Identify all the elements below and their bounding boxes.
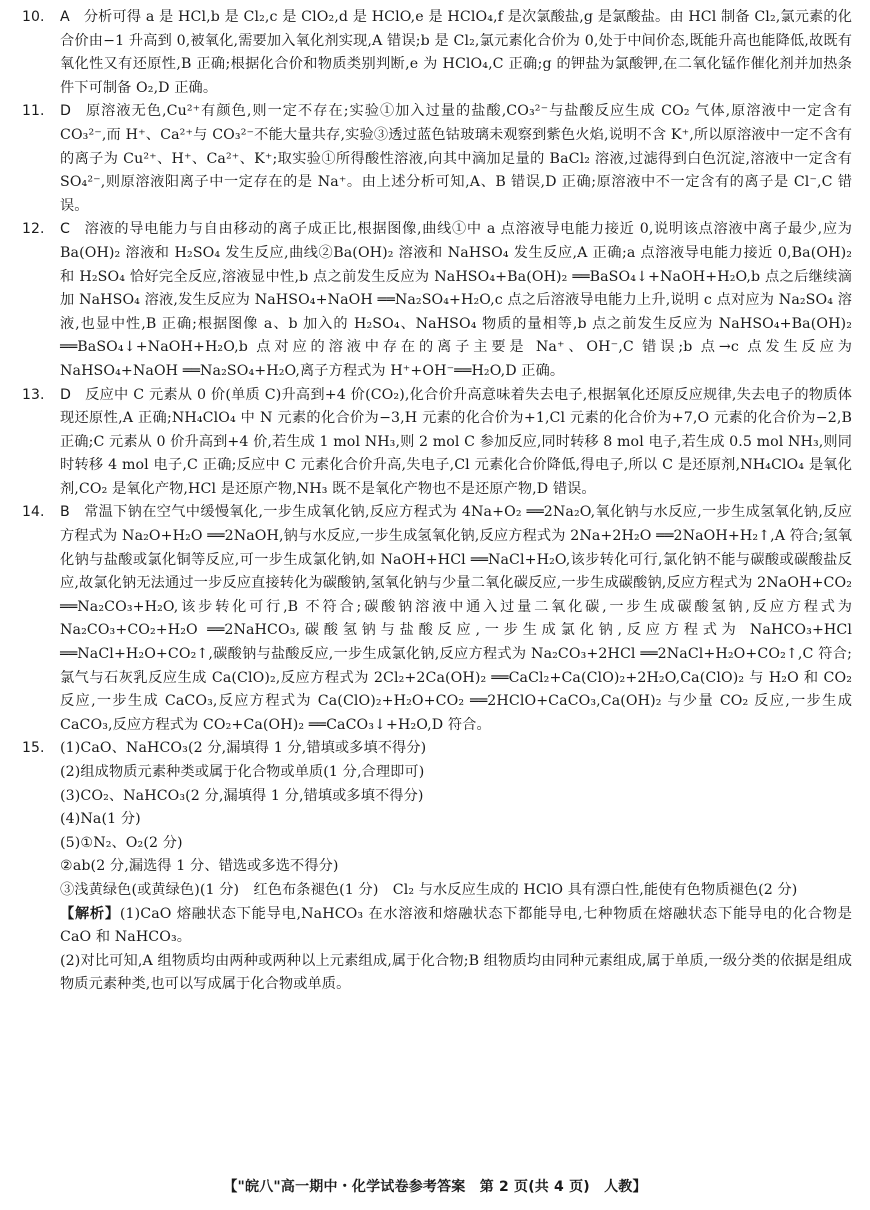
item-explanation: 原溶液无色,Cu²⁺有颜色,则一定不存在;实验①加入过量的盐酸,CO₃²⁻与盐酸反应生成 CO₂ 气体,原溶液中一定含有 CO₃²⁻,而 H⁺、Ca²⁺与 CO₃²⁻不能大量共存,实验③透过蓝色钴玻璃未观察到紫色火焰,说明不含 K⁺,所以原溶液中一定不含有的离子为 Cu²⁺、H⁺、Ca²⁺、K⁺;取实验①所得酸性溶液,向其中滴加足量的 BaCl₂ 溶液,过滤得到白色沉淀,溶液中一定含有 SO₄²⁻,则原溶液阳离子中一定存在的是 Na⁺。由上述分析可知,A、B 错误,D 正确;原溶液中不一定含有的离子是 Cl⁻,C 错误。 [60, 103, 852, 214]
item-number: 12. [22, 221, 45, 238]
analysis-paragraph-2: (2)对比可知,A 组物质均由两种或两种以上元素组成,属于化合物;B 组物质均由同种元素组成,属于单质,一级分类的依据是组成物质元素种类,也可以写成属于化合物或单质。 [60, 952, 852, 993]
sub-answer-1: (1)CaO、NaHCO₃(2 分,漏填得 1 分,错填或多填不得分) [60, 740, 427, 757]
item-explanation: 反应中 C 元素从 0 价(单质 C)升高到+4 价(CO₂),化合价升高意味着失去电子,根据氧化还原反应规律,失去电子的物质体现还原性,A 正确;NH₄ClO₄ 中 N 元素的化合价为−3,H 元素的化合价为+1,Cl 元素的化合价为+7,O 元素的化合价为−2,B 正确;C 元素从 0 价升高到+4 价,若生成 1 mol NH₃,则 2 mol C 参加反应,同时转移 8 mol 电子,若生成 0.5 mol NH₃,则同时转移 4 mol 电子,C 正确;反应中 C 元素化合价升高,失电子,Cl 元素化合价降低,得电子,所以 C 是还原剂,NH₄ClO₄ 是氧化剂,CO₂ 是氧化产物,HCl 是还原产物,NH₃ 既不是氧化产物也不是还原产物,D 错误。 [60, 386, 852, 497]
item-answer: B [60, 504, 70, 521]
answer-item-14 [22, 501, 852, 737]
item-number: 14. [22, 504, 45, 521]
answer-item-13 [22, 384, 852, 502]
page-footer: 【"皖八"高一期中・化学试卷参考答案 第 2 页(共 4 页) 人教】 [223, 1179, 647, 1195]
answer-item-15 [22, 737, 852, 761]
answer-item-15-subparts [22, 761, 852, 903]
item-number: 15. [22, 740, 45, 757]
item-number: 10. [22, 9, 45, 25]
item-number: 13. [22, 386, 45, 403]
analysis-tag: 【解析】 [60, 905, 120, 922]
analysis-section [22, 903, 852, 997]
item-answer: D [60, 386, 72, 403]
sub-answer-4: (4)Na(1 分) [60, 811, 141, 828]
item-answer: C [60, 221, 71, 238]
analysis-text: (1)CaO 熔融状态下能导电,NaHCO₃ 在水溶液和熔融状态下都能导电,七种物质在熔融状态下能导电的化合物是 CaO 和 NaHCO₃。 [60, 905, 852, 946]
answer-item-11 [22, 100, 852, 218]
item-answer: D [60, 103, 72, 120]
sub-answer-2: (2)组成物质元素种类或属于化合物或单质(1 分,合理即可) [60, 764, 425, 780]
sub-answer-5-1: (5)①N₂、O₂(2 分) [60, 834, 183, 851]
sub-answer-3: (3)CO₂、NaHCO₃(2 分,漏填得 1 分,错填或多填不得分) [60, 787, 424, 804]
sub-answer-5-3: ③浅黄绿色(或黄绿色)(1 分) 红色布条褪色(1 分) Cl₂ 与水反应生成的 HClO 具有漂白性,能使有色物质褪色(2 分) [60, 881, 798, 898]
item-answer: A [60, 9, 70, 25]
item-explanation: 溶液的导电能力与自由移动的离子成正比,根据图像,曲线①中 a 点溶液导电能力接近 0,说明该点溶液中离子最少,应为 Ba(OH)₂ 溶液和 H₂SO₄ 发生反应,曲线②Ba(OH)₂ 溶液和 NaHSO₄ 发生反应,A 正确;a 点溶液导电能力接近 0,Ba(OH)₂ 和 H₂SO₄ 恰好完全反应,溶液显中性,b 点之前发生反应为 NaHSO₄+Ba(OH)₂ ══BaSO₄↓+NaOH+H₂O,b 点之后继续滴加 NaHSO₄ 溶液,发生反应为 NaHSO₄+NaOH ══Na₂SO₄+H₂O,c 点之后溶液导电能力上升,说明 c 点对应为 Na₂SO₄ 溶液,也显中性,B 正确;根据图像 a、b 加入的 H₂SO₄、NaHSO₄ 物质的量相等,b 点之前发生反应为 NaHSO₄+Ba(OH)₂ ══BaSO₄↓+NaOH+H₂O,b 点对应的溶液中存在的离子主要是 Na⁺、OH⁻,C 错误;b 点→c 点发生反应为 NaHSO₄+NaOH ══Na₂SO₄+H₂O,离子方程式为 H⁺+OH⁻══H₂O,D 正确。 [60, 221, 852, 379]
item-number: 11. [22, 103, 45, 120]
answer-item-10 [22, 6, 852, 100]
analysis-paragraph-1 [60, 903, 852, 950]
page-content [22, 6, 852, 997]
item-explanation: 分析可得 a 是 HCl,b 是 Cl₂,c 是 ClO₂,d 是 HClO,e 是 HClO₄,f 是次氯酸盐,g 是氯酸盐。由 HCl 制备 Cl₂,氯元素的化合价由−1 升高到 0,被氧化,需要加入氧化剂实现,A 错误;b 是 Cl₂,氯元素化合价为 0,处于中间价态,既能升高也能降低,故既有氧化性又有还原性,B 正确;根据化合价和物质类别判断,e 为 HClO₄,C 正确;g 的钾盐为氯酸钾,在二氧化锰作催化剂并加热条件下可制备 O₂,D 正确。 [60, 9, 852, 96]
answer-item-12 [22, 218, 852, 383]
sub-answer-5-2: ②ab(2 分,漏选得 1 分、错选或多选不得分) [60, 858, 339, 875]
item-explanation: 常温下钠在空气中缓慢氧化,一步生成氧化钠,反应方程式为 4Na+O₂ ══2Na₂O,氧化钠与水反应,一步生成氢氧化钠,反应方程式为 Na₂O+H₂O ══2NaOH,钠与水反应,一步生成氢氧化钠,反应方程式为 2Na+2H₂O ══2NaOH+H₂↑,A 符合;氢氧化钠与盐酸或氯化铜等反应,可一步生成氯化钠,如 NaOH+HCl ══NaCl+H₂O,该步转化可行,氯化钠不能与碳酸或碳酸盐反应,故氯化钠无法通过一步反应直接转化为碳酸钠,氢氧化钠与少量二氧化碳反应,一步生成碳酸钠,反应方程式为 2NaOH+CO₂ ══Na₂CO₃+H₂O,该步转化可行,B 不符合;碳酸钠溶液中通入过量二氧化碳,一步生成碳酸氢钠,反应方程式为 Na₂CO₃+CO₂+H₂O ══2NaHCO₃,碳酸氢钠与盐酸反应,一步生成氯化钠,反应方程式为 NaHCO₃+HCl ══NaCl+H₂O+CO₂↑,碳酸钠与盐酸反应,一步生成氯化钠,反应方程式为 Na₂CO₃+2HCl ══2NaCl+H₂O+CO₂↑,C 符合;氯气与石灰乳反应生成 Ca(ClO)₂,反应方程式为 2Cl₂+2Ca(OH)₂ ══CaCl₂+Ca(ClO)₂+2H₂O,Ca(ClO)₂ 与 H₂O 和 CO₂ 反应,一步生成 CaCO₃,反应方程式为 Ca(ClO)₂+H₂O+CO₂ ══2HClO+CaCO₃,Ca(OH)₂ 与少量 CO₂ 反应,一步生成 CaCO₃,反应方程式为 CO₂+Ca(OH)₂ ══CaCO₃↓+H₂O,D 符合。 [60, 504, 852, 733]
